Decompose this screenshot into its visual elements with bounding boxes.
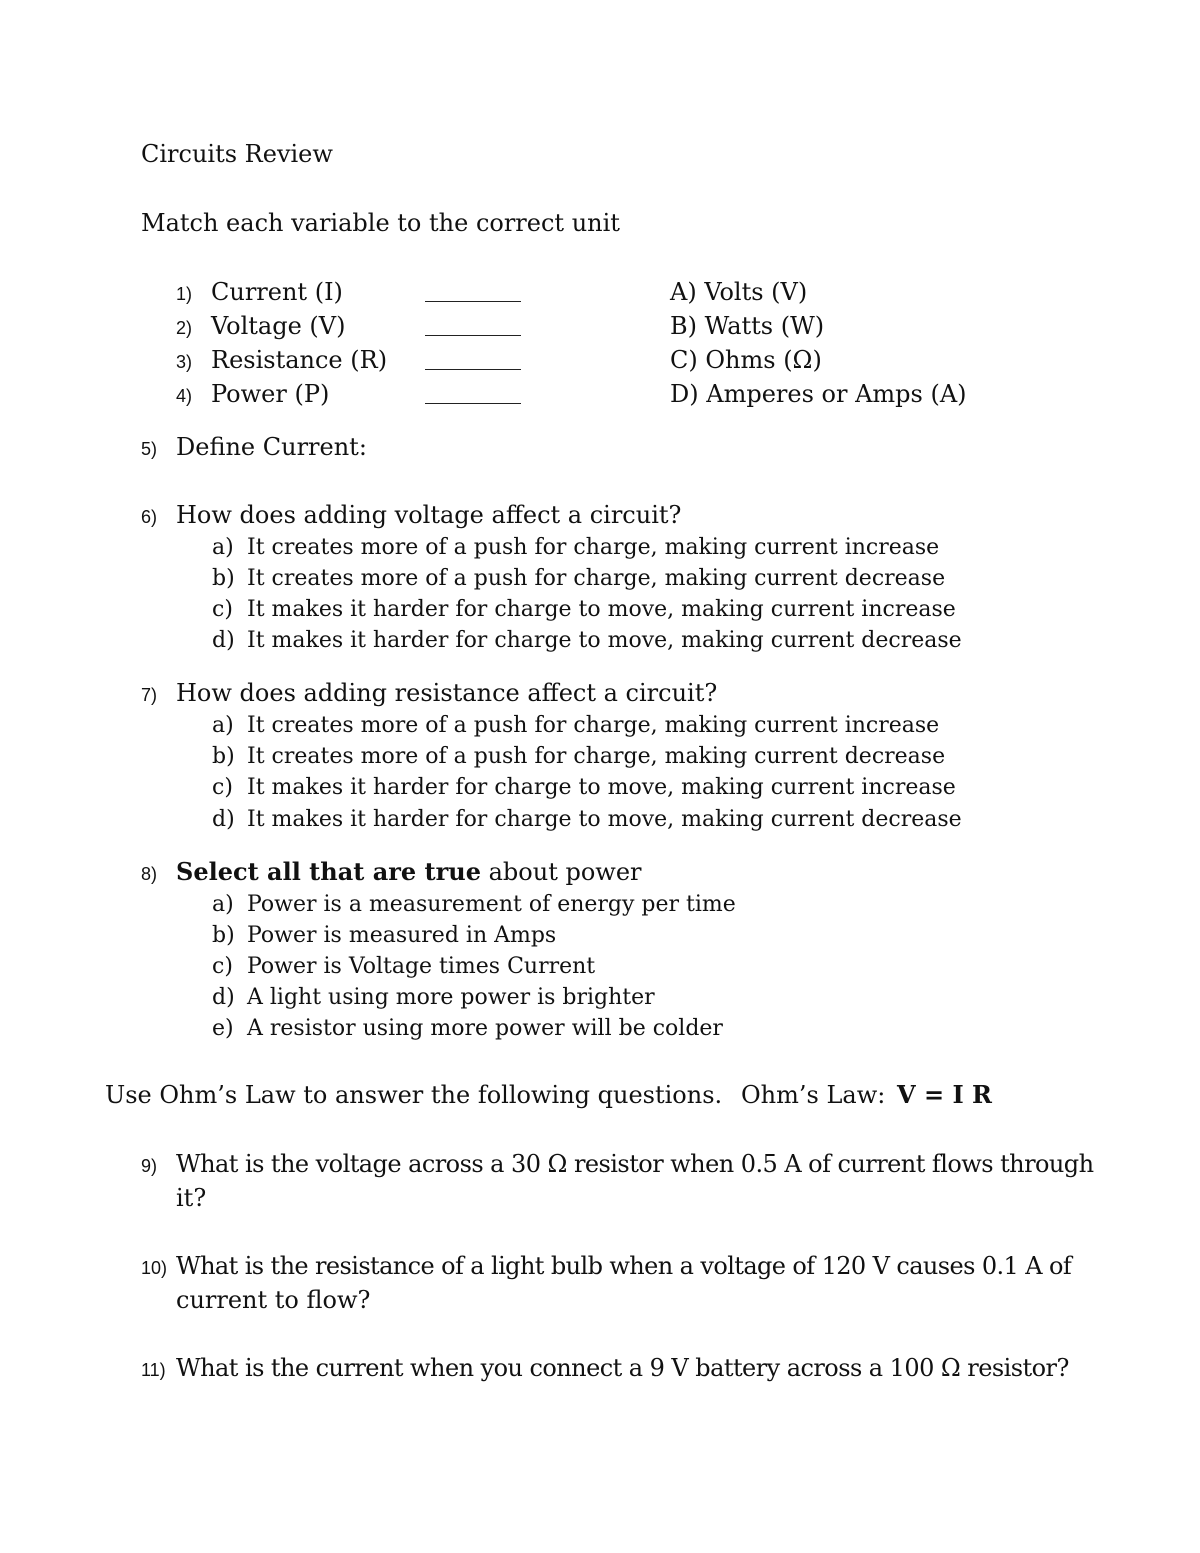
option-text: It makes it harder for charge to move, making current increase [247, 775, 956, 800]
item-number: 4) [176, 386, 193, 406]
option-text: It creates more of a push for charge, making current increase [247, 535, 940, 560]
option-text: A light using more power is brighter [247, 985, 655, 1010]
option-letter: c) [212, 775, 233, 800]
question-number: 6) [141, 507, 158, 527]
option-letter: d) [212, 985, 235, 1010]
question-remainder: about power [480, 858, 642, 886]
variable-label: Voltage (V) [211, 312, 346, 340]
option-letter: a) [212, 535, 234, 560]
option-letter: c) [212, 597, 233, 622]
question-number: 9) [141, 1156, 158, 1176]
variable-label: Resistance (R) [211, 346, 388, 374]
question-text: How does adding resistance affect a circuit? [176, 679, 718, 707]
question-text: What is the voltage across a 30 Ω resistor when 0.5 A of current flows through [176, 1150, 1094, 1178]
option-letter: e) [212, 1016, 234, 1041]
ohms-law-intro: Use Ohm’s Law to answer the following questions. [105, 1081, 723, 1109]
question-text-continued: it? [176, 1184, 207, 1212]
question-text: How does adding voltage affect a circuit? [176, 501, 682, 529]
option-letter: c) [212, 954, 233, 979]
option-letter: d) [212, 807, 235, 832]
unit-option-b: B) Watts (W) [670, 312, 825, 340]
question-number: 8) [141, 864, 158, 884]
option-text: It makes it harder for charge to move, making current decrease [247, 807, 962, 832]
answer-blank[interactable] [425, 335, 521, 336]
option-text: It creates more of a push for charge, making current increase [247, 713, 940, 738]
option-letter: b) [212, 744, 235, 769]
answer-blank[interactable] [425, 403, 521, 404]
question-text: Define Current: [176, 433, 367, 461]
unit-option-d: D) Amperes or Amps (A) [670, 380, 967, 408]
option-text: It creates more of a push for charge, making current decrease [247, 566, 946, 591]
item-number: 1) [176, 284, 193, 304]
option-letter: b) [212, 923, 235, 948]
question-emphasis: Select all that are true [176, 857, 481, 886]
option-text: Power is a measurement of energy per time [247, 892, 736, 917]
item-number: 3) [176, 352, 193, 372]
question-text-continued: current to flow? [176, 1286, 371, 1314]
option-letter: a) [212, 892, 234, 917]
option-letter: a) [212, 713, 234, 738]
option-text: A resistor using more power will be colder [247, 1016, 723, 1041]
ohms-law-formula: V = I R [897, 1080, 992, 1109]
ohms-law-label: Ohm’s Law: [741, 1081, 886, 1109]
question-text [176, 857, 642, 886]
matching-instructions: Match each variable to the correct unit [141, 209, 620, 237]
variable-label: Current (I) [211, 278, 343, 306]
option-letter: b) [212, 566, 235, 591]
question-number: 11) [141, 1360, 166, 1380]
answer-blank[interactable] [425, 369, 521, 370]
question-number: 5) [141, 439, 158, 459]
option-text: Power is measured in Amps [247, 923, 557, 948]
unit-option-a: A) Volts (V) [670, 278, 808, 306]
question-number: 7) [141, 685, 158, 705]
question-text: What is the resistance of a light bulb when a voltage of 120 V causes 0.1 A of [176, 1252, 1072, 1280]
question-number: 10) [141, 1258, 168, 1278]
item-number: 2) [176, 318, 193, 338]
unit-option-c: C) Ohms (Ω) [670, 346, 822, 374]
page-title: Circuits Review [141, 140, 333, 168]
option-letter: d) [212, 628, 235, 653]
answer-blank[interactable] [425, 301, 521, 302]
option-text: It creates more of a push for charge, making current decrease [247, 744, 946, 769]
question-text: What is the current when you connect a 9 V battery across a 100 Ω resistor? [176, 1354, 1069, 1382]
option-text: It makes it harder for charge to move, making current increase [247, 597, 956, 622]
variable-label: Power (P) [211, 380, 330, 408]
option-text: It makes it harder for charge to move, making current decrease [247, 628, 962, 653]
option-text: Power is Voltage times Current [247, 954, 596, 979]
